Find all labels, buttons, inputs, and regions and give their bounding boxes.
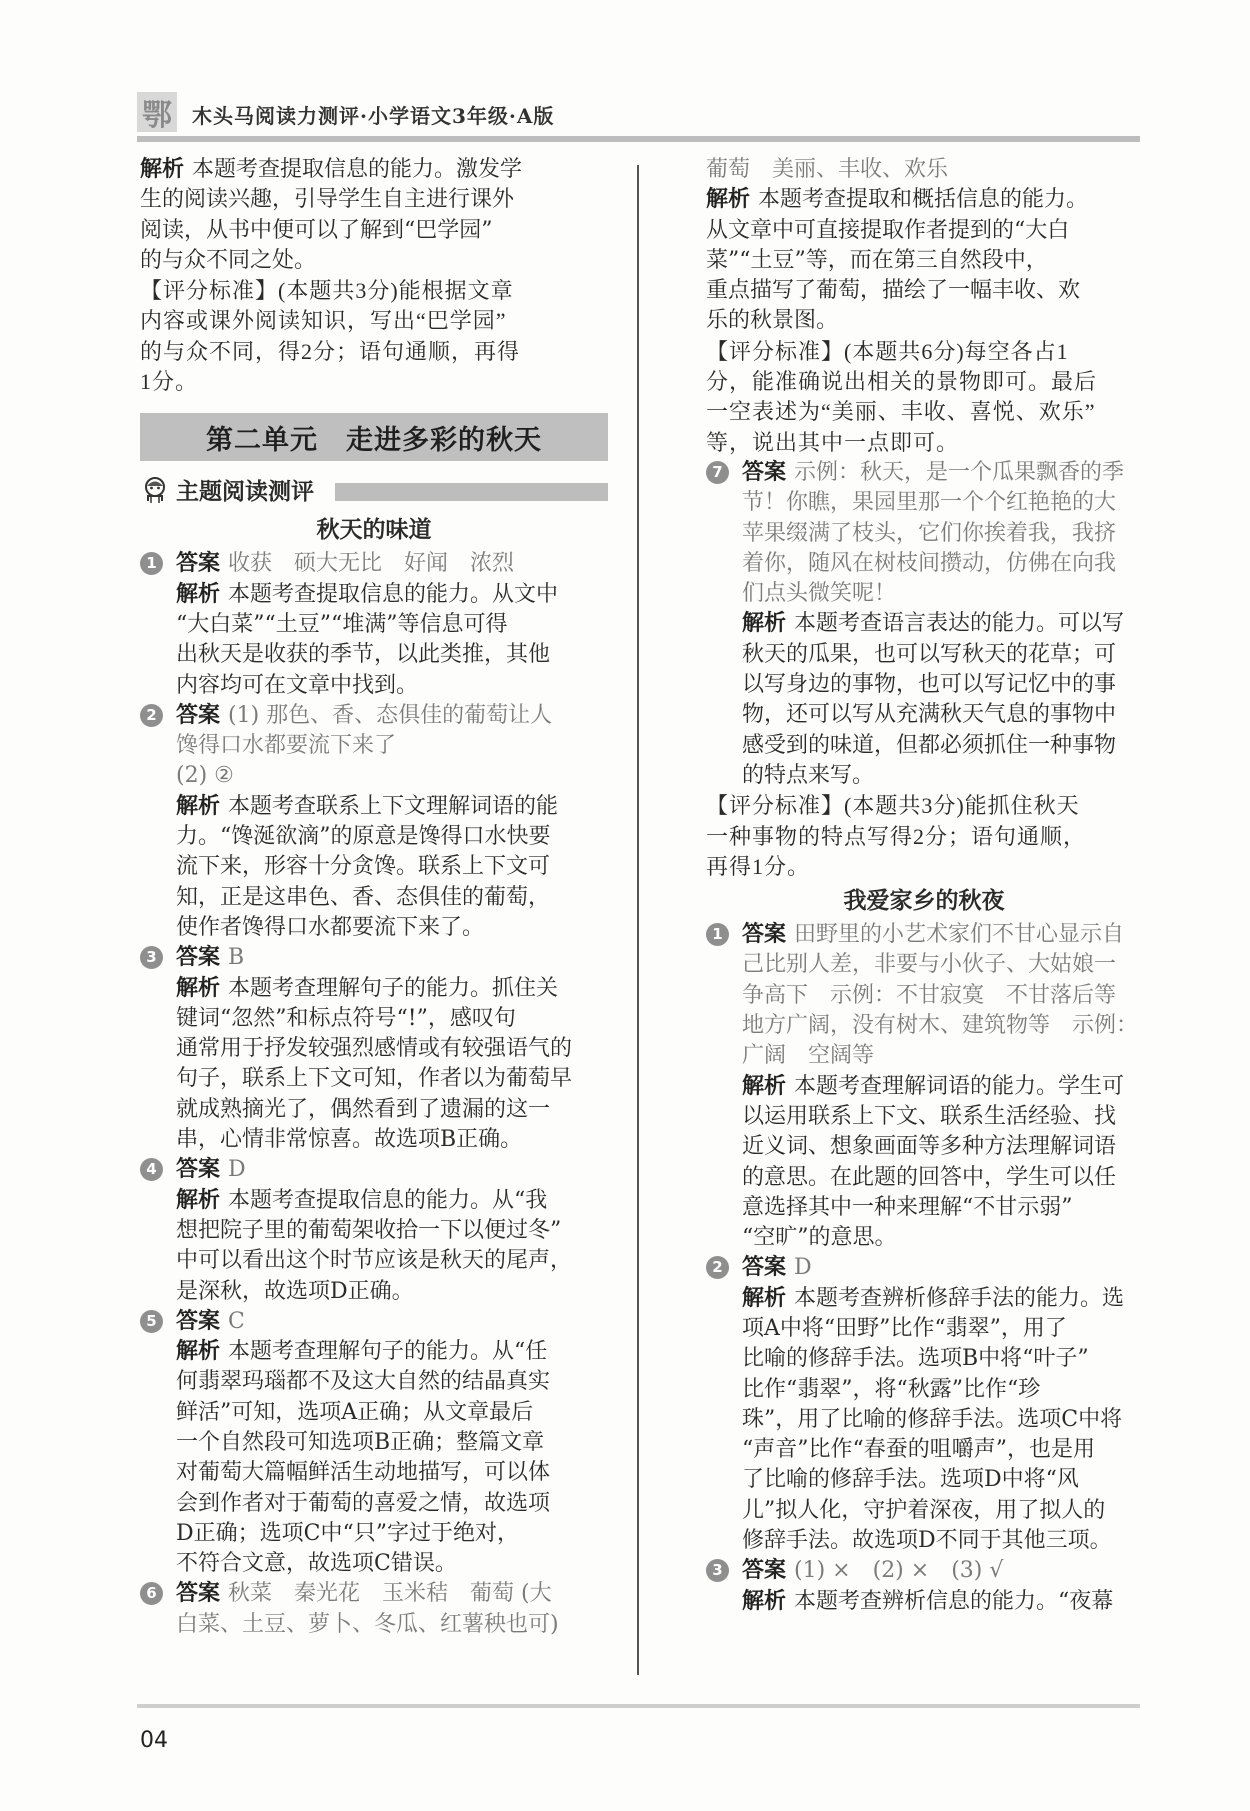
text-line xyxy=(742,609,1142,639)
region-badge: 鄂 xyxy=(137,92,177,132)
answer-text: 示例：秋天，是一个瓜果飘香的季 xyxy=(794,459,1125,485)
question-number: 6 xyxy=(140,1582,163,1605)
text-line xyxy=(176,1398,608,1428)
label-keyword: 答案 xyxy=(742,922,787,948)
body-text: 菜”“土豆”等，而在第三自然段中， xyxy=(706,247,1048,273)
text-line xyxy=(742,1314,1142,1344)
answer-text: 田野里的小艺术家们不甘心显示自 xyxy=(794,922,1125,948)
answer-text: (1) 那色、香、态俱佳的葡萄让人 xyxy=(228,702,553,728)
answer-text: 着你，随风在树枝间攒动，仿佛在向我 xyxy=(742,550,1117,576)
text-line xyxy=(706,216,1142,246)
text-line xyxy=(742,1284,1142,1314)
text-line xyxy=(176,549,608,579)
scoring-line: 【评分标准】(本题共3分)能抓住秋天 xyxy=(706,793,1080,819)
text-line xyxy=(176,1064,608,1094)
body-text: 以运用联系上下文、联系生活经验、找 xyxy=(742,1103,1117,1129)
question-body xyxy=(742,920,1142,1253)
scoring-line: 再得1分。 xyxy=(706,853,811,879)
item-7-scoring-standard xyxy=(706,791,1142,882)
body-text: 中可以看出这个时节应该是秋天的尾声， xyxy=(176,1248,573,1274)
answer-text: 节！你瞧，果园里那一个个红艳艳的大 xyxy=(742,490,1117,516)
body-text: 流下来，形容十分贪馋。联系上下文可 xyxy=(176,854,551,880)
text-line xyxy=(176,671,608,701)
scoring-line: 一空表述为“美丽、丰收、喜悦、欢乐” xyxy=(706,399,1096,425)
section-label: 主题阅读测评 xyxy=(176,479,314,506)
scoring-line: 等，说出其中一点即可。 xyxy=(706,429,960,455)
answer-text: 广阔 空阔等 xyxy=(742,1043,875,1069)
item-6-scoring-standard xyxy=(706,337,1142,458)
text-line xyxy=(176,1004,608,1034)
question-number: 2 xyxy=(140,704,163,727)
label-keyword: 答案 xyxy=(176,1308,221,1334)
body-text: 近义词、想象画面等多种方法理解词语 xyxy=(742,1134,1117,1160)
body-text: 对葡萄大篇幅鲜活生动地描写，可以体 xyxy=(176,1460,551,1486)
question-number: 4 xyxy=(140,1158,163,1181)
text-line xyxy=(176,1610,608,1640)
label-keyword: 答案 xyxy=(176,551,221,577)
body-text: 不符合文意，故选项C错误。 xyxy=(176,1551,457,1577)
body-text: 出秋天是收获的季节，以此类推，其他 xyxy=(176,642,551,668)
text-line xyxy=(742,458,1142,488)
body-text: 从文章中可直接提取作者提到的“大白 xyxy=(706,217,1070,243)
text-line xyxy=(742,1587,1142,1617)
text-line xyxy=(176,1095,608,1125)
body-text: 了比喻的修辞手法。选项D中将“风 xyxy=(742,1467,1079,1493)
text-line xyxy=(742,1223,1142,1253)
text-line xyxy=(176,1428,608,1458)
body-text: 修辞手法。故选项D不同于其他三项。 xyxy=(742,1528,1112,1554)
question-body xyxy=(742,458,1142,791)
answer-text: B xyxy=(228,945,245,971)
answer-text: D xyxy=(228,1157,246,1183)
answer-text: (2) ② xyxy=(176,763,234,789)
text-line xyxy=(176,1155,608,1185)
scoring-line: 一种事物的特点写得2分；语句通顺， xyxy=(706,823,1087,849)
body-text: “空旷”的意思。 xyxy=(742,1225,897,1251)
body-text: 键词“忽然”和标点符号“!”，感叹句 xyxy=(176,1005,516,1031)
text-line xyxy=(742,1193,1142,1223)
question-item xyxy=(706,920,1142,1253)
body-text: 本题考查联系上下文理解词语的能 xyxy=(228,793,559,819)
label-keyword: 解析 xyxy=(742,1588,787,1614)
body-text: 比喻的修辞手法。选项B中将“叶子” xyxy=(742,1346,1089,1372)
text-line xyxy=(176,1186,608,1216)
answer-text: (1) × (2) × (3) √ xyxy=(794,1558,1004,1584)
body-text: 重点描写了葡萄，描绘了一幅丰收、欢 xyxy=(706,278,1081,304)
text-line xyxy=(176,580,608,610)
text-line xyxy=(176,731,608,761)
question-number: 2 xyxy=(706,1256,729,1279)
body-text: 比作“翡翠”，将“秋露”比作“珍 xyxy=(742,1376,1041,1402)
body-text: 句子，联系上下文可知，作者以为葡萄早 xyxy=(176,1066,573,1092)
question-item xyxy=(140,1579,608,1640)
scoring-line: 分，能准确说出相关的景物即可。最后 xyxy=(706,369,1098,395)
body-text: 的与众不同之处。 xyxy=(140,247,317,273)
body-text: 本题考查语言表达的能力。可以写 xyxy=(794,611,1125,637)
text-line xyxy=(140,216,608,246)
body-text: “大白菜”“土豆”“堆满”等信息可得 xyxy=(176,611,508,637)
item-7 xyxy=(706,458,1142,791)
question-number: 1 xyxy=(140,552,163,575)
scoring-line: 【评分标准】(本题共3分)能根据文章 xyxy=(140,278,514,304)
text-line xyxy=(742,519,1142,549)
text-line xyxy=(742,1132,1142,1162)
text-line xyxy=(176,1489,608,1519)
body-text: 一个自然段可知选项B正确；整篇文章 xyxy=(176,1429,545,1455)
body-text: D正确；选项C中“只”字过于绝对， xyxy=(176,1520,519,1546)
body-text: 是深秋，故选项D正确。 xyxy=(176,1278,414,1304)
text-line xyxy=(176,1458,608,1488)
text-line xyxy=(742,1496,1142,1526)
text-line xyxy=(176,822,608,852)
question-body xyxy=(176,943,608,1155)
text-line xyxy=(742,1526,1142,1556)
body-text: 何翡翠玛瑙都不及这大自然的结晶真实 xyxy=(176,1369,551,1395)
label-keyword: 答案 xyxy=(742,1255,787,1281)
text-line xyxy=(176,792,608,822)
body-text: 本题考查辨析修辞手法的能力。选 xyxy=(794,1285,1125,1311)
body-text: 力。“馋涎欲滴”的原意是馋得口水快要 xyxy=(176,824,551,850)
text-line xyxy=(176,943,608,973)
section-header xyxy=(140,473,608,507)
body-text: 本题考查提取信息的能力。从文中 xyxy=(228,581,559,607)
answer-text: 秋菜 秦光花 玉米秸 葡萄 (大 xyxy=(228,1581,552,1607)
intro-analysis xyxy=(140,155,608,276)
body-text: 内容均可在文章中找到。 xyxy=(176,672,419,698)
column-divider xyxy=(637,165,639,1675)
body-text: 本题考查提取和概括信息的能力。 xyxy=(758,187,1089,213)
text-line xyxy=(706,276,1142,306)
answer-text: C xyxy=(228,1308,245,1334)
body-text: 就成熟摘光了，偶然看到了遗漏的这一 xyxy=(176,1096,551,1122)
article-title: 秋天的味道 xyxy=(316,517,432,544)
text-line xyxy=(176,1367,608,1397)
question-item xyxy=(140,1307,608,1580)
body-text: 的意思。在此题的回答中，学生可以任 xyxy=(742,1164,1117,1190)
unit-banner: 第二单元 走进多彩的秋天 xyxy=(140,413,608,461)
body-text: 项A中将“田野”比作“翡翠”，用了 xyxy=(742,1315,1067,1341)
scoring-line: 1分。 xyxy=(140,369,199,395)
label-keyword: 解析 xyxy=(742,1073,787,1099)
body-text: 本题考查理解句子的能力。抓住关 xyxy=(228,975,559,1001)
label-keyword: 答案 xyxy=(742,1558,787,1584)
label-keyword: 解析 xyxy=(176,1339,221,1365)
body-text: 本题考查理解词语的能力。学生可 xyxy=(794,1073,1125,1099)
page-header xyxy=(137,92,1140,138)
text-line xyxy=(176,701,608,731)
label-keyword: 答案 xyxy=(176,1157,221,1183)
text-line xyxy=(140,246,608,276)
text-line xyxy=(742,1102,1142,1132)
body-text: 珠”，用了比喻的修辞手法。选项C中将 xyxy=(742,1406,1123,1432)
scoring-line: 内容或课外阅读知识，写出“巴学园” xyxy=(140,308,507,334)
header-rule xyxy=(137,136,1140,142)
scoring-line: 的与众不同，得2分；语句通顺，再得 xyxy=(140,338,521,364)
label-keyword: 解析 xyxy=(742,611,787,637)
label-keyword: 答案 xyxy=(742,459,787,485)
answer-text: 苹果缀满了枝头，它们你挨着我，我挤 xyxy=(742,520,1117,546)
item-6-continued xyxy=(706,155,1142,337)
text-line xyxy=(706,306,1142,336)
text-line xyxy=(742,950,1142,980)
text-line xyxy=(742,1163,1142,1193)
left-column xyxy=(140,155,608,1640)
text-line xyxy=(742,1344,1142,1374)
text-line xyxy=(742,761,1142,791)
question-item xyxy=(706,458,1142,791)
text-line xyxy=(742,920,1142,950)
body-text: 串，心情非常惊喜。故选项B正确。 xyxy=(176,1127,523,1153)
question-body xyxy=(176,1155,608,1306)
text-line xyxy=(176,761,608,791)
text-line xyxy=(176,1277,608,1307)
answer-text: 馋得口水都要流下来了 xyxy=(176,733,397,759)
text-line xyxy=(176,852,608,882)
label-keyword: 解析 xyxy=(176,581,221,607)
text-line xyxy=(742,579,1142,609)
series-title: 木头马阅读力测评·小学语文3年级·A版 xyxy=(192,104,555,128)
text-line xyxy=(176,1579,608,1609)
body-text: 本题考查理解句子的能力。从“任 xyxy=(228,1339,548,1365)
body-text: 使作者馋得口水都要流下来了。 xyxy=(176,914,485,940)
question-item xyxy=(140,1155,608,1306)
body-text: 阅读，从书中便可以了解到“巴学园” xyxy=(140,217,493,243)
article-title-2: 我爱家乡的秋夜 xyxy=(843,888,1005,915)
text-line xyxy=(742,1072,1142,1102)
text-line xyxy=(742,670,1142,700)
text-line xyxy=(742,1253,1142,1283)
answer-text: 收获 硕大无比 好闻 浓烈 xyxy=(228,551,515,577)
body-text: 物，还可以写从充满秋天气息的事物中 xyxy=(742,702,1117,728)
question-number: 5 xyxy=(140,1310,163,1333)
body-text: 知，正是这串色、香、态俱佳的葡萄， xyxy=(176,884,551,910)
text-line xyxy=(176,883,608,913)
body-text: 想把院子里的葡萄架收拾一下以便过冬” xyxy=(176,1217,562,1243)
text-line xyxy=(176,640,608,670)
text-line xyxy=(742,1465,1142,1495)
text-line xyxy=(742,1405,1142,1435)
question-number: 7 xyxy=(706,461,729,484)
body-text: 乐的秋景图。 xyxy=(706,308,839,334)
question-body xyxy=(176,701,608,943)
body-text: 感受到的味道，但都必须抓住一种事物 xyxy=(742,732,1117,758)
left-items xyxy=(140,549,608,1640)
text-line xyxy=(176,610,608,640)
text-line xyxy=(742,1011,1142,1041)
question-body xyxy=(742,1556,1142,1617)
text-line xyxy=(176,1216,608,1246)
text-line xyxy=(176,1034,608,1064)
intro-scoring-standard xyxy=(140,276,608,397)
text-line xyxy=(176,974,608,1004)
body-text: 本题考查提取信息的能力。从“我 xyxy=(228,1187,548,1213)
text-line xyxy=(742,700,1142,730)
question-item xyxy=(706,1556,1142,1617)
body-text: 本题考查辨析信息的能力。“夜幕 xyxy=(794,1588,1114,1614)
body-text: 意选择其中一种来理解“不甘示弱” xyxy=(742,1194,1073,1220)
answer-text: 地方广阔，没有树木、建筑物等 示例： xyxy=(742,1013,1139,1039)
text-line xyxy=(176,1125,608,1155)
text-line xyxy=(140,155,608,185)
question-item xyxy=(140,943,608,1155)
label-keyword: 解析 xyxy=(176,975,221,1001)
body-text: 通常用于抒发较强烈感情或有较强语气的 xyxy=(176,1036,573,1062)
answer-text: 们点头微笑呢！ xyxy=(742,581,897,607)
question-item xyxy=(706,1253,1142,1556)
answer-text: 白菜、土豆、萝卜、冬瓜、红薯秧也可) xyxy=(176,1611,559,1637)
answer-text: 己比别人差，非要与小伙子、大姑娘一 xyxy=(742,952,1117,978)
body-text: 的特点来写。 xyxy=(742,762,875,788)
text-line xyxy=(706,246,1142,276)
text-line xyxy=(742,640,1142,670)
body-text: 秋天的瓜果，也可以写秋天的花草；可 xyxy=(742,641,1117,667)
question-number: 3 xyxy=(140,946,163,969)
text-line xyxy=(742,1041,1142,1071)
label-keyword: 答案 xyxy=(176,702,221,728)
text-line xyxy=(742,981,1142,1011)
answer-text: D xyxy=(794,1255,812,1281)
scoring-line: 【评分标准】(本题共6分)每空各占1 xyxy=(706,338,1069,364)
text-line xyxy=(176,1337,608,1367)
label-keyword: 解析 xyxy=(706,187,751,213)
body-text: 会到作者对于葡萄的喜爱之情，故选项 xyxy=(176,1490,551,1516)
question-body xyxy=(176,1579,608,1640)
body-text: 以写身边的事物，也可以写记忆中的事 xyxy=(742,672,1117,698)
reader-icon xyxy=(140,475,170,505)
label-keyword: 解析 xyxy=(140,157,185,182)
section-bar xyxy=(335,483,608,501)
body-text: 儿”拟人化，守护着深夜，用了拟人的 xyxy=(742,1497,1106,1523)
body-text: “声音”比作“春蚕的咀嚼声”，也是用 xyxy=(742,1437,1095,1463)
text-line xyxy=(742,731,1142,761)
question-body xyxy=(742,1253,1142,1556)
question-item xyxy=(140,549,608,700)
label-keyword: 解析 xyxy=(176,1187,221,1213)
question-body xyxy=(176,1307,608,1580)
body-text: 本题考查提取信息的能力。激发学 xyxy=(192,157,523,182)
right-column xyxy=(706,155,1142,1617)
text-line xyxy=(176,913,608,943)
answer-text: 争高下 示例：不甘寂寞 不甘落后等 xyxy=(742,982,1117,1008)
footer-rule xyxy=(137,1704,1140,1708)
text-line xyxy=(176,1519,608,1549)
label-keyword: 答案 xyxy=(176,945,221,971)
text-line xyxy=(742,1375,1142,1405)
label-keyword: 解析 xyxy=(176,793,221,819)
text-line xyxy=(176,1549,608,1579)
page-number: 04 xyxy=(140,1728,168,1753)
text-line xyxy=(176,1307,608,1337)
text-line xyxy=(706,155,1142,185)
body-text: 鲜活”可知，选项A正确；从文章最后 xyxy=(176,1399,534,1425)
text-line xyxy=(742,1556,1142,1586)
question-number: 1 xyxy=(706,923,729,946)
text-line xyxy=(742,1435,1142,1465)
label-keyword: 答案 xyxy=(176,1581,221,1607)
answer-text: 葡萄 美丽、丰收、欢乐 xyxy=(706,157,949,182)
question-body xyxy=(176,549,608,700)
body-text: 生的阅读兴趣，引导学生自主进行课外 xyxy=(140,187,515,213)
text-line xyxy=(742,488,1142,518)
text-line xyxy=(176,1246,608,1276)
text-line xyxy=(140,185,608,215)
text-line xyxy=(742,549,1142,579)
right-items xyxy=(706,920,1142,1617)
label-keyword: 解析 xyxy=(742,1285,787,1311)
text-line xyxy=(706,185,1142,215)
question-number: 3 xyxy=(706,1559,729,1582)
question-item xyxy=(140,701,608,943)
